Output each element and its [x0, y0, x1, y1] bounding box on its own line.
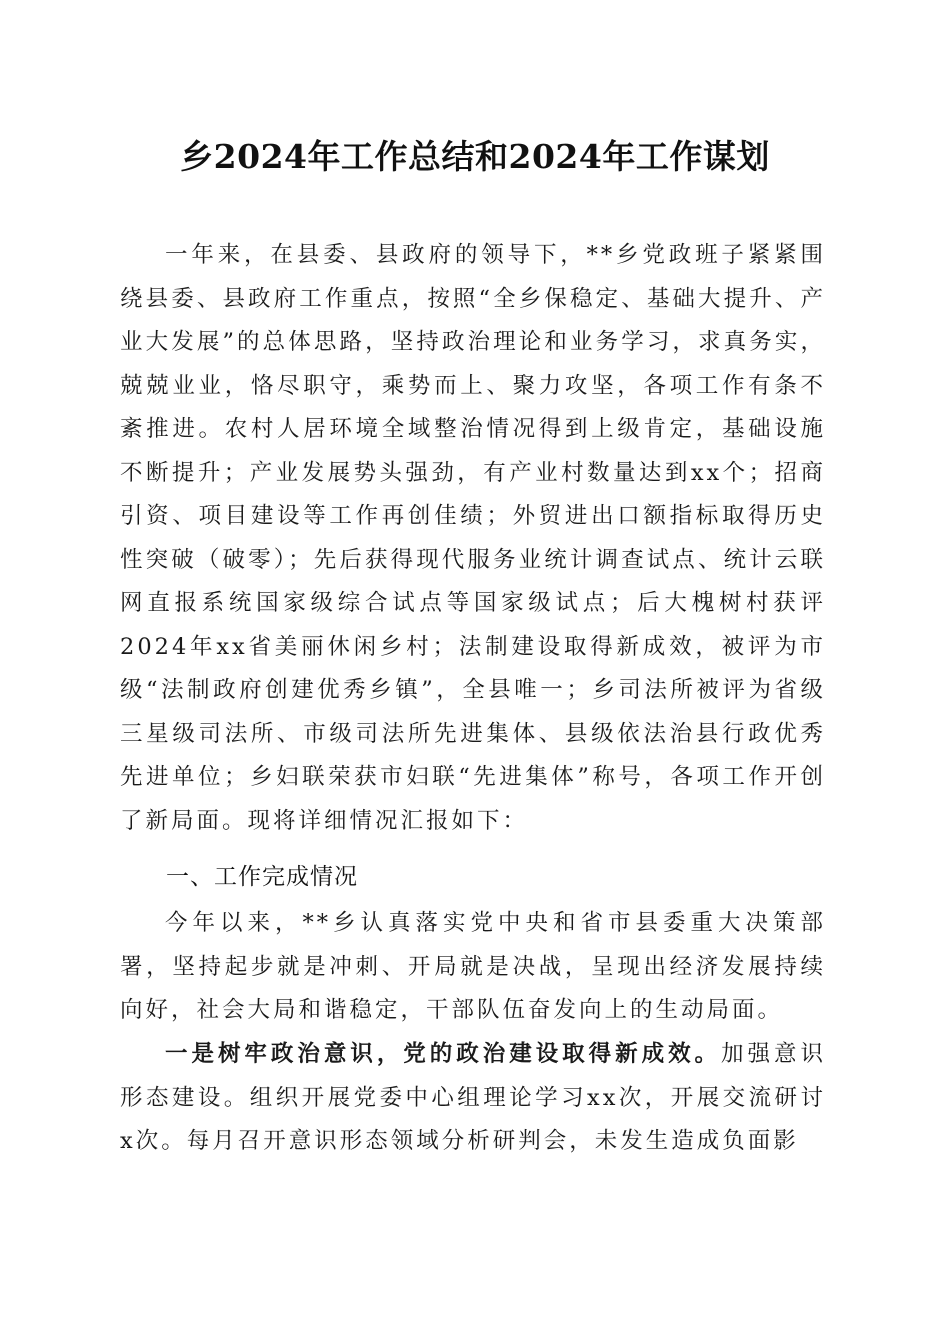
section-paragraph: 今年以来，**乡认真落实党中央和省市县委重大决策部署，坚持起步就是冲刺、开局就是决战，呈现出经济发展持续向好，社会大局和谐稳定，干部队伍奋发向上的生动局面。	[120, 910, 826, 1023]
section-heading: 一、工作完成情况	[166, 864, 358, 890]
paragraph-body-text: 加强意识形态建设。组织开展党委中心组理论学习xx次，开展交流研讨x次。每月召开意识形态领域分析研判会，未发生造成负面影	[120, 1041, 826, 1154]
paragraph-lead-sentence: 一是树牢政治意识，党的政治建设取得新成效。	[165, 1041, 722, 1067]
intro-paragraph: 一年来，在县委、县政府的领导下，**乡党政班子紧紧围绕县委、县政府工作重点，按照“全乡保稳定、基础大提升、产业大发展”的总体思路，坚持政治理论和业务学习，求真务实，兢兢业业，恪尽职守，乘势而上、聚力攻坚，各项工作有条不紊推进。农村人居环境全域整治情况得到上级肯定，基础设施不断提升；产业发展势头强劲，有产业村数量达到xx个；招商引资、项目建设等工作再创佳绩；外贸进出口额指标取得历史性突破（破零）；先后获得现代服务业统计调查试点、统计云联网直报系统国家级综合试点等国家级试点；后大槐树村获评2024年xx省美丽休闲乡村；法制建设取得新成效，被评为市级“法制政府创建优秀乡镇”，全县唯一；乡司法所被评为省级三星级司法所、市级司法所先进集体、县级依法治县行政优秀先进单位；乡妇联荣获市妇联“先进集体”称号，各项工作开创了新局面。现将详细情况汇报如下：	[120, 242, 826, 834]
document-title: 乡2024年工作总结和2024年工作谋划	[180, 137, 770, 176]
political-awareness-paragraph	[120, 1033, 826, 1164]
